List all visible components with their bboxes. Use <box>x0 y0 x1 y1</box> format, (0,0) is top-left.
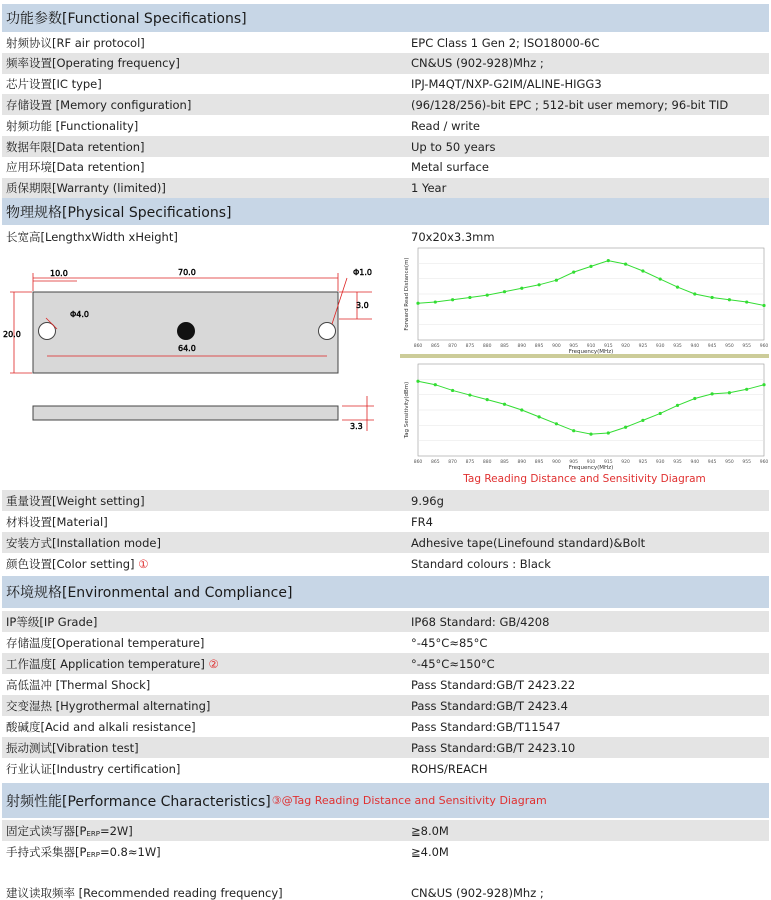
spec-label <box>2 180 408 196</box>
spec-label-text: 颜色设置[Color setting] <box>6 556 135 571</box>
spec-label-text: 固定式读写器[P <box>6 823 87 838</box>
chart-tick-label: 870 <box>448 344 457 349</box>
chart-point <box>728 391 731 394</box>
spec-label-text: 材料设置[Material] <box>6 514 108 529</box>
chart-tick-label: 900 <box>552 344 561 349</box>
chart-point <box>538 415 541 418</box>
spec-label-text: 质保期限[Warranty (limited)] <box>6 181 166 196</box>
spec-label-text: 射频协议[RF air protocol] <box>6 35 145 50</box>
spec-label-text: =0.8≈1W] <box>99 844 161 859</box>
chart-point <box>468 296 471 299</box>
chart-point <box>555 279 558 282</box>
spec-label-text: 存储温度[Operational temperature] <box>6 635 205 650</box>
chart-tick-label: 925 <box>638 460 648 465</box>
spec-row <box>2 695 769 716</box>
physical-section-header <box>2 198 769 225</box>
spec-value: °-45°C≈150°C <box>411 656 495 671</box>
spec-label-text: =2W] <box>99 823 133 838</box>
performance-charts <box>400 244 769 488</box>
spec-value: Read / write <box>411 118 480 133</box>
chart-tick-label: 865 <box>431 344 440 349</box>
spec-row <box>2 632 769 653</box>
spec-label-text: 存储设置 [Memory configuration] <box>6 97 192 112</box>
chart-tick-label: 935 <box>673 460 682 465</box>
spec-label-text: 交变湿热 [Hygrothermal alternating] <box>6 698 211 713</box>
chart-tick-label: 940 <box>690 460 700 465</box>
chart-point <box>659 412 662 415</box>
chart-tick-label: 960 <box>759 460 769 465</box>
footnote-mark: ① <box>138 556 149 571</box>
spec-value: 1 Year <box>411 181 447 196</box>
chart-point <box>555 422 558 425</box>
chart-point <box>486 294 489 297</box>
environmental-section-header <box>2 576 769 608</box>
functional-section-title: 功能参数[Functional Specifications] <box>6 11 247 27</box>
chart-tick-label: 905 <box>569 460 578 465</box>
chart-point <box>589 265 592 268</box>
spec-label <box>2 493 408 509</box>
spec-row <box>2 157 769 178</box>
spec-label <box>2 535 408 551</box>
chart-point <box>468 393 471 396</box>
spec-label-text: 射频功能 [Functionality] <box>6 118 139 133</box>
chart-tick-label: 960 <box>759 344 769 349</box>
chart-point <box>434 383 437 386</box>
chart-tick-label: 900 <box>552 460 561 465</box>
spec-label-text: 工作温度[ Application temperature] <box>6 656 205 671</box>
spec-row <box>2 841 769 862</box>
chart-point <box>572 429 575 432</box>
spec-value: ≧4.0M <box>411 844 449 859</box>
chart-tick-label: 870 <box>448 460 457 465</box>
spec-row <box>2 653 769 674</box>
chart-point <box>451 389 454 392</box>
chart-point <box>434 300 437 303</box>
spec-label-text: 频率设置[Operating frequency] <box>6 56 180 71</box>
chart-point <box>624 263 627 266</box>
spec-value: Up to 50 years <box>411 139 496 154</box>
chart-point <box>711 296 714 299</box>
chart-tick-label: 865 <box>431 460 440 465</box>
chart-point <box>762 383 765 386</box>
spec-row <box>2 532 769 553</box>
spec-label <box>2 844 408 860</box>
spec-row <box>2 611 769 632</box>
chart-ylabel: Forward Read Distance(m) <box>404 257 410 331</box>
spec-label <box>2 635 408 651</box>
chart-point <box>676 286 679 289</box>
spec-label <box>2 97 408 113</box>
chart-tick-label: 885 <box>500 344 509 349</box>
spec-label <box>2 55 408 71</box>
spec-label: 建议读取频率 [Recommended reading frequency] <box>6 885 283 900</box>
chart-point <box>659 277 662 280</box>
chart-point <box>745 388 748 391</box>
chart-point <box>416 302 419 305</box>
chart-point <box>520 287 523 290</box>
dim-length: 70.0 <box>178 268 196 277</box>
distance-sensitivity-charts <box>400 244 769 472</box>
spec-row <box>2 490 769 511</box>
dim-thickness: 3.3 <box>350 422 363 431</box>
chart-tick-label: 950 <box>725 460 734 465</box>
performance-section-title: 射频性能[Performance Characteristics] <box>6 793 271 810</box>
spec-label <box>2 118 408 134</box>
spec-label-text: 重量设置[Weight setting] <box>6 493 145 508</box>
physical-section-title: 物理规格[Physical Specifications] <box>6 204 232 221</box>
spec-row <box>2 553 769 574</box>
chart-point <box>711 392 714 395</box>
chart-tick-label: 895 <box>534 344 544 349</box>
chart-tick-label: 890 <box>517 460 527 465</box>
chart-tick-label: 885 <box>500 460 509 465</box>
performance-section-header <box>2 783 769 818</box>
chart-tick-label: 920 <box>621 460 630 465</box>
chart-point <box>607 431 610 434</box>
chart-tick-label: 875 <box>465 460 475 465</box>
spec-label-text: 酸碱度[Acid and alkali resistance] <box>6 719 196 734</box>
spec-label <box>2 698 408 714</box>
spec-value: Standard colours : Black <box>411 556 551 571</box>
spec-label <box>2 76 408 92</box>
spec-value: Pass Standard:GB/T 2423.22 <box>411 677 576 692</box>
chart-point <box>728 298 731 301</box>
spec-label <box>2 761 408 777</box>
spec-value: Pass Standard:GB/T11547 <box>411 719 561 734</box>
spec-value: CN&US (902-928)Mhz ; <box>411 885 544 900</box>
spec-value: IPJ-M4QT/NXP-G2IM/ALINE-HIGG3 <box>411 77 602 92</box>
spec-row <box>2 674 769 695</box>
spec-label <box>2 614 408 630</box>
chart-tick-label: 895 <box>534 460 544 465</box>
chart-point <box>762 304 765 307</box>
chart-point <box>451 298 454 301</box>
spec-value: ≧8.0M <box>411 823 449 838</box>
spec-row <box>2 53 769 74</box>
chart-xlabel: Frequency(MHz) <box>568 465 614 471</box>
chart-tick-label: 880 <box>482 344 492 349</box>
chart-tick-label: 955 <box>742 460 751 465</box>
spec-row-recommended-frequency <box>2 882 769 900</box>
spec-label-text: 数据年限[Data retention] <box>6 139 145 154</box>
chart-tick-label: 860 <box>413 460 423 465</box>
spec-label-text: 振动测试[Vibration test] <box>6 740 139 755</box>
chart-point <box>607 259 610 262</box>
chart-tick-label: 945 <box>707 344 717 349</box>
dim-hole-span: 64.0 <box>178 344 196 353</box>
spec-row <box>2 716 769 737</box>
chart-point <box>416 380 419 383</box>
chart-point <box>520 408 523 411</box>
dim-hole-small: Φ4.0 <box>70 310 90 319</box>
spec-row <box>2 115 769 136</box>
spec-label-text: 行业认证[Industry certification] <box>6 761 181 776</box>
spec-row <box>2 74 769 95</box>
chart-tick-label: 930 <box>655 460 665 465</box>
spec-value: (96/128/256)-bit EPC ; 512-bit user memory; 96-bit TID <box>411 97 729 112</box>
chart-tick-label: 910 <box>586 344 596 349</box>
spec-label <box>2 556 408 572</box>
spec-label-subscript: ERP <box>86 829 100 838</box>
chart-point <box>503 290 506 293</box>
spec-label <box>2 35 408 51</box>
chart-point <box>745 300 748 303</box>
chart-point <box>641 419 644 422</box>
spec-row <box>2 511 769 532</box>
functional-section-header <box>2 4 769 32</box>
dim-left-offset: 10.0 <box>50 269 68 278</box>
spec-label-text: 高低温冲 [Thermal Shock] <box>6 677 151 692</box>
chart-caption: Tag Reading Distance and Sensitivity Diagram <box>463 473 706 485</box>
chart-tick-label: 955 <box>742 344 751 349</box>
performance-section-note: ③@Tag Reading Distance and Sensitivity Diagram <box>271 794 547 807</box>
spec-label <box>2 139 408 155</box>
spec-label <box>2 514 408 530</box>
chart-point <box>589 433 592 436</box>
chart-point <box>538 283 541 286</box>
chart-tick-label: 915 <box>604 344 613 349</box>
chart-tick-label: 880 <box>482 460 492 465</box>
chart-tick-label: 950 <box>725 344 734 349</box>
dim-width: 20.0 <box>3 330 21 339</box>
spec-value: EPC Class 1 Gen 2; ISO18000-6C <box>411 35 600 50</box>
spec-label-text: 安装方式[Installation mode] <box>6 535 161 550</box>
spec-label <box>2 740 408 756</box>
spec-label <box>2 656 408 672</box>
chart-tick-label: 940 <box>690 344 700 349</box>
chart-tick-label: 925 <box>638 344 648 349</box>
chart-point <box>693 292 696 295</box>
spec-value: 9.96g <box>411 493 444 508</box>
spec-value: IP68 Standard: GB/4208 <box>411 614 550 629</box>
spec-value: ROHS/REACH <box>411 761 488 776</box>
spec-label-text: 手持式采集器[P <box>6 844 87 859</box>
spec-label <box>2 677 408 693</box>
spec-label <box>2 159 408 175</box>
chart-tick-label: 920 <box>621 344 630 349</box>
spec-label-text: IP等级[IP Grade] <box>6 614 98 629</box>
chart-tick-label: 860 <box>413 344 423 349</box>
chart-point <box>676 404 679 407</box>
chart-point <box>503 403 506 406</box>
chart-tick-label: 890 <box>517 344 527 349</box>
tag-dimension-drawing <box>2 251 398 487</box>
dim-hole-dia: Φ1.0 <box>353 268 373 277</box>
spec-label-text: 应用环境[Data retention] <box>6 160 145 175</box>
spec-label-text: 芯片设置[IC type] <box>6 77 102 92</box>
spec-row <box>2 758 769 779</box>
spec-value: CN&US (902-928)Mhz ; <box>411 56 544 71</box>
environmental-section-title: 环境规格[Environmental and Compliance] <box>6 585 293 601</box>
spec-value: Adhesive tape(Linefound standard)&Bolt <box>411 535 646 550</box>
spec-value: Pass Standard:GB/T 2423.4 <box>411 698 568 713</box>
chart-xlabel: Frequency(MHz) <box>568 349 614 355</box>
chart-ylabel: Tag Sensitivity(dBm) <box>404 381 410 439</box>
spec-value: °-45°C≈85°C <box>411 635 488 650</box>
spec-row <box>2 820 769 841</box>
spec-row <box>2 32 769 53</box>
spec-value: Metal surface <box>411 160 489 175</box>
chart-tick-label: 910 <box>586 460 596 465</box>
spec-row <box>2 94 769 115</box>
chart-tick-label: 915 <box>604 460 613 465</box>
footnote-mark: ② <box>208 656 219 671</box>
spec-row <box>2 136 769 157</box>
chart-point <box>641 269 644 272</box>
spec-value: FR4 <box>411 514 433 529</box>
spec-value: Pass Standard:GB/T 2423.10 <box>411 740 576 755</box>
spec-label: 长宽高[LengthxWidth xHeight] <box>6 229 178 244</box>
spec-row <box>2 178 769 199</box>
chart-tick-label: 935 <box>673 344 682 349</box>
chart-point <box>572 271 575 274</box>
chart-tick-label: 930 <box>655 344 665 349</box>
spec-row <box>2 737 769 758</box>
chart-point <box>486 398 489 401</box>
chart-point <box>693 397 696 400</box>
chart-tick-label: 875 <box>465 344 475 349</box>
spec-label <box>2 823 408 839</box>
spec-label-subscript: ERP <box>86 850 100 859</box>
chart-point <box>624 426 627 429</box>
dim-edge: 3.0 <box>356 301 369 310</box>
chart-tick-label: 905 <box>569 344 578 349</box>
spec-label <box>2 719 408 735</box>
chart-tick-label: 945 <box>707 460 717 465</box>
spec-value: 70x20x3.3mm <box>411 229 495 244</box>
